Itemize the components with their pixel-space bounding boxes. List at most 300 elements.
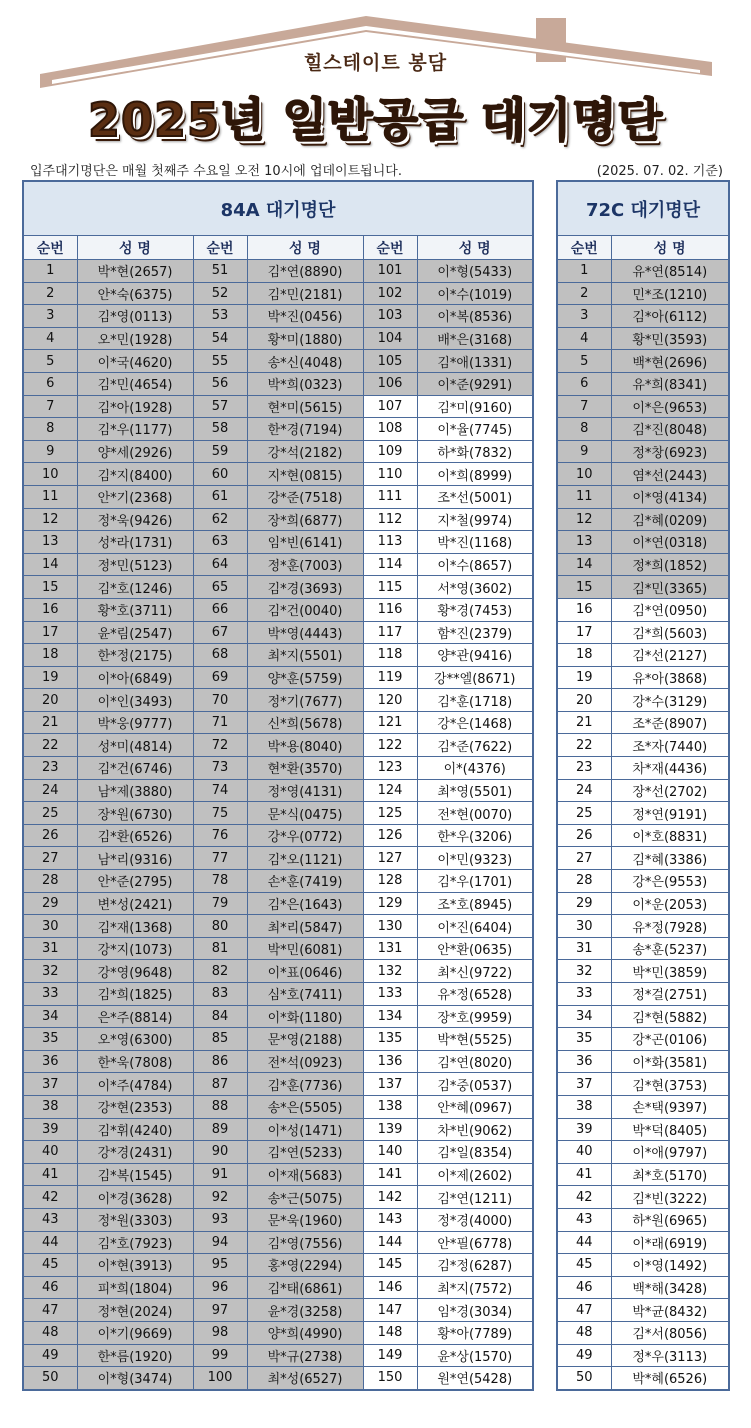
rank-number: 12 [23, 508, 77, 531]
rank-number: 119 [363, 666, 417, 689]
table-row [23, 666, 533, 689]
rank-number: 147 [363, 1299, 417, 1322]
applicant-name: 신*희(5678) [247, 711, 363, 734]
applicant-name: 김*훈(7736) [247, 1073, 363, 1096]
applicant-name: 김*연(5233) [247, 1141, 363, 1164]
table-row [557, 915, 729, 938]
rank-number: 46 [23, 1276, 77, 1299]
table-row [557, 621, 729, 644]
rank-number: 116 [363, 598, 417, 621]
applicant-name: 문*영(2188) [247, 1028, 363, 1051]
applicant-name: 안*필(6778) [417, 1231, 533, 1254]
table-row [23, 1005, 533, 1028]
table-row [23, 282, 533, 305]
table-row [557, 508, 729, 531]
rank-number: 7 [23, 395, 77, 418]
applicant-name: 문*식(0475) [247, 802, 363, 825]
rank-number: 43 [23, 1208, 77, 1231]
applicant-name: 황*경(7453) [417, 598, 533, 621]
rank-number: 3 [557, 305, 611, 328]
rank-number: 15 [23, 576, 77, 599]
applicant-name: 김*지(8400) [77, 463, 193, 486]
table-row [557, 1299, 729, 1322]
applicant-name: 지*현(0815) [247, 463, 363, 486]
rank-number: 95 [193, 1254, 247, 1277]
rank-number: 16 [23, 598, 77, 621]
applicant-name: 이*영(4134) [611, 485, 729, 508]
applicant-name: 한*우(3206) [417, 824, 533, 847]
applicant-name: 하*원(6965) [611, 1208, 729, 1231]
applicant-name: 김*호(1246) [77, 576, 193, 599]
applicant-name: 박*민(3859) [611, 960, 729, 983]
rank-number: 90 [193, 1141, 247, 1164]
applicant-name: 장*희(6877) [247, 508, 363, 531]
table-row [23, 847, 533, 870]
applicant-name: 정*걸(2751) [611, 983, 729, 1006]
rank-number: 39 [23, 1118, 77, 1141]
rank-number: 35 [23, 1028, 77, 1051]
applicant-name: 박*민(6081) [247, 937, 363, 960]
table-row [557, 689, 729, 712]
applicant-name: 최*신(9722) [417, 960, 533, 983]
rank-number: 74 [193, 779, 247, 802]
table-row [23, 983, 533, 1006]
table-row [557, 666, 729, 689]
rank-number: 42 [23, 1186, 77, 1209]
applicant-name: 정*훈(7003) [247, 553, 363, 576]
applicant-name: 강*준(7518) [247, 485, 363, 508]
rank-number: 125 [363, 802, 417, 825]
rank-number: 86 [193, 1050, 247, 1073]
table-row [557, 644, 729, 667]
applicant-name: 김*희(1825) [77, 983, 193, 1006]
applicant-name: 민*조(1210) [611, 282, 729, 305]
rank-number: 37 [557, 1073, 611, 1096]
applicant-name: 안*기(2368) [77, 485, 193, 508]
rank-number: 121 [363, 711, 417, 734]
applicant-name: 김*연(8890) [247, 260, 363, 283]
applicant-name: 유*희(8341) [611, 372, 729, 395]
table-row [23, 824, 533, 847]
rank-number: 83 [193, 983, 247, 1006]
rank-number: 7 [557, 395, 611, 418]
applicant-name: 이*수(1019) [417, 282, 533, 305]
rank-number: 34 [557, 1005, 611, 1028]
applicant-name: 홍*영(2294) [247, 1254, 363, 1277]
applicant-name: 이*화(3581) [611, 1050, 729, 1073]
applicant-name: 이*국(4620) [77, 350, 193, 373]
rank-number: 135 [363, 1028, 417, 1051]
rank-number: 96 [193, 1276, 247, 1299]
table-row [557, 983, 729, 1006]
applicant-name: 강*현(2353) [77, 1095, 193, 1118]
applicant-name: 이*형(5433) [417, 260, 533, 283]
rank-number: 48 [23, 1321, 77, 1344]
table-row [23, 576, 533, 599]
rank-number: 63 [193, 531, 247, 554]
table-row [557, 485, 729, 508]
rank-number: 24 [557, 779, 611, 802]
applicant-name: 김*정(6287) [417, 1254, 533, 1277]
rank-number: 80 [193, 915, 247, 938]
applicant-name: 유*아(3868) [611, 666, 729, 689]
table-row [23, 418, 533, 441]
rank-number: 33 [23, 983, 77, 1006]
col-header-name: 성 명 [77, 236, 193, 260]
rank-number: 41 [23, 1163, 77, 1186]
applicant-name: 원*연(5428) [417, 1367, 533, 1390]
rank-number: 41 [557, 1163, 611, 1186]
rank-number: 19 [557, 666, 611, 689]
rank-number: 4 [557, 327, 611, 350]
rank-number: 106 [363, 372, 417, 395]
rank-number: 18 [23, 644, 77, 667]
applicant-name: 이*아(6849) [77, 666, 193, 689]
rank-number: 102 [363, 282, 417, 305]
table-row [557, 1186, 729, 1209]
table-row [557, 1208, 729, 1231]
table-row [23, 1028, 533, 1051]
header [0, 0, 751, 160]
applicant-name: 현*환(3570) [247, 757, 363, 780]
applicant-name: 김*현(3753) [611, 1073, 729, 1096]
applicant-name: 조*자(7440) [611, 734, 729, 757]
applicant-name: 박*혜(6526) [611, 1367, 729, 1390]
applicant-name: 김*일(8354) [417, 1141, 533, 1164]
applicant-name: 이*인(3493) [77, 689, 193, 712]
rank-number: 57 [193, 395, 247, 418]
applicant-name: 황*아(7789) [417, 1321, 533, 1344]
table-row [23, 1095, 533, 1118]
table-row [23, 1231, 533, 1254]
applicant-name: 박*현(5525) [417, 1028, 533, 1051]
applicant-name: 정*욱(9426) [77, 508, 193, 531]
applicant-name: 최*영(5501) [417, 779, 533, 802]
table-row [557, 1254, 729, 1277]
applicant-name: 이*제(2602) [417, 1163, 533, 1186]
rank-number: 68 [193, 644, 247, 667]
table-row [557, 395, 729, 418]
rank-number: 28 [23, 870, 77, 893]
rank-number: 44 [23, 1231, 77, 1254]
rank-number: 150 [363, 1367, 417, 1390]
rank-number: 26 [557, 824, 611, 847]
table-row [557, 1344, 729, 1367]
table-row [23, 802, 533, 825]
rank-number: 37 [23, 1073, 77, 1096]
rank-number: 13 [23, 531, 77, 554]
table-row [23, 870, 533, 893]
update-notice: 입주대기명단은 매월 첫째주 수요일 오전 10시에 업데이트됩니다. [30, 164, 402, 179]
applicant-name: 최*지(7572) [417, 1276, 533, 1299]
rank-number: 34 [23, 1005, 77, 1028]
applicant-name: 강*은(9553) [611, 870, 729, 893]
applicant-name: 최*리(5847) [247, 915, 363, 938]
applicant-name: 이*기(9669) [77, 1321, 193, 1344]
rank-number: 91 [193, 1163, 247, 1186]
applicant-name: 김*민(2181) [247, 282, 363, 305]
applicant-name: 김*선(2127) [611, 644, 729, 667]
rank-number: 11 [557, 485, 611, 508]
col-header-no: 순번 [557, 236, 611, 260]
applicant-name: 김*연(8020) [417, 1050, 533, 1073]
table-row [557, 1163, 729, 1186]
rank-number: 17 [23, 621, 77, 644]
applicant-name: 손*훈(7419) [247, 870, 363, 893]
table-row [23, 1073, 533, 1096]
rank-number: 47 [23, 1299, 77, 1322]
rank-number: 149 [363, 1344, 417, 1367]
rank-number: 142 [363, 1186, 417, 1209]
applicant-name: 김*경(3693) [247, 576, 363, 599]
rank-number: 1 [23, 260, 77, 283]
applicant-name: 송*근(5075) [247, 1186, 363, 1209]
table-row [557, 711, 729, 734]
applicant-name: 장*선(2702) [611, 779, 729, 802]
table-row [23, 937, 533, 960]
rank-number: 48 [557, 1321, 611, 1344]
rank-number: 14 [557, 553, 611, 576]
applicant-name: 송*은(5505) [247, 1095, 363, 1118]
applicant-name: 이*표(0646) [247, 960, 363, 983]
rank-number: 14 [23, 553, 77, 576]
table-row [23, 1254, 533, 1277]
applicant-name: 황*민(3593) [611, 327, 729, 350]
rank-number: 18 [557, 644, 611, 667]
rank-number: 53 [193, 305, 247, 328]
rank-number: 50 [23, 1367, 77, 1390]
applicant-name: 김*우(1177) [77, 418, 193, 441]
applicant-name: 이*연(0318) [611, 531, 729, 554]
rank-number: 52 [193, 282, 247, 305]
col-header-no: 순번 [363, 236, 417, 260]
column-header-row [557, 236, 729, 260]
rank-number: 79 [193, 892, 247, 915]
applicant-name: 이*래(6919) [611, 1231, 729, 1254]
applicant-name: 심*호(7411) [247, 983, 363, 1006]
applicant-name: 이*수(8657) [417, 553, 533, 576]
table-row [557, 440, 729, 463]
applicant-name: 김*미(9160) [417, 395, 533, 418]
table-row [23, 1141, 533, 1164]
table-row [23, 440, 533, 463]
applicant-name: 차*빈(9062) [417, 1118, 533, 1141]
rank-number: 29 [557, 892, 611, 915]
applicant-name: 강*수(3129) [611, 689, 729, 712]
rank-number: 4 [23, 327, 77, 350]
waitlist-84a-table [22, 180, 534, 1391]
rank-number: 112 [363, 508, 417, 531]
applicant-name: 이*민(9323) [417, 847, 533, 870]
applicant-name: 박*진(1168) [417, 531, 533, 554]
rank-number: 36 [23, 1050, 77, 1073]
rank-number: 77 [193, 847, 247, 870]
table-row [557, 734, 729, 757]
applicant-name: 이*은(9653) [611, 395, 729, 418]
applicant-name: 전*현(0070) [417, 802, 533, 825]
rank-number: 10 [23, 463, 77, 486]
rank-number: 140 [363, 1141, 417, 1164]
reference-date: (2025. 07. 02. 기준) [596, 164, 723, 179]
applicant-name: 하*화(7832) [417, 440, 533, 463]
applicant-name: 김*중(0537) [417, 1073, 533, 1096]
rank-number: 38 [23, 1095, 77, 1118]
applicant-name: 강*곤(0106) [611, 1028, 729, 1051]
table-row [557, 1095, 729, 1118]
table-row [23, 1276, 533, 1299]
rank-number: 8 [557, 418, 611, 441]
table-row [557, 463, 729, 486]
rank-number: 138 [363, 1095, 417, 1118]
applicant-name: 정*영(4131) [247, 779, 363, 802]
applicant-name: 한*욱(7808) [77, 1050, 193, 1073]
rank-number: 93 [193, 1208, 247, 1231]
rank-number: 134 [363, 1005, 417, 1028]
rank-number: 23 [23, 757, 77, 780]
applicant-name: 이*재(5683) [247, 1163, 363, 1186]
applicant-name: 김*민(4654) [77, 372, 193, 395]
table-row [557, 531, 729, 554]
applicant-name: 남*리(9316) [77, 847, 193, 870]
applicant-name: 이*복(8536) [417, 305, 533, 328]
rank-number: 25 [23, 802, 77, 825]
applicant-name: 정*창(6923) [611, 440, 729, 463]
table-row [23, 757, 533, 780]
applicant-name: 김*건(6746) [77, 757, 193, 780]
table-row [557, 870, 729, 893]
applicant-name: 이*성(1471) [247, 1118, 363, 1141]
page-subtitle: 힐스테이트 봉담 [303, 52, 448, 74]
applicant-name: 송*훈(5237) [611, 937, 729, 960]
rank-number: 99 [193, 1344, 247, 1367]
table-row [23, 1186, 533, 1209]
rank-number: 108 [363, 418, 417, 441]
table-row [23, 779, 533, 802]
rank-number: 137 [363, 1073, 417, 1096]
table-row [23, 372, 533, 395]
applicant-name: 김*복(1545) [77, 1163, 193, 1186]
rank-number: 82 [193, 960, 247, 983]
applicant-name: 김*우(1701) [417, 870, 533, 893]
applicant-name: 정*현(2024) [77, 1299, 193, 1322]
applicant-name: 이*주(4784) [77, 1073, 193, 1096]
applicant-name: 남*제(3880) [77, 779, 193, 802]
rank-number: 13 [557, 531, 611, 554]
rank-number: 113 [363, 531, 417, 554]
table-row [557, 802, 729, 825]
rank-number: 29 [23, 892, 77, 915]
rank-number: 26 [23, 824, 77, 847]
applicant-name: 성*미(4814) [77, 734, 193, 757]
rank-number: 3 [23, 305, 77, 328]
rank-number: 21 [23, 711, 77, 734]
applicant-name: 김*휘(4240) [77, 1118, 193, 1141]
applicant-name: 김*현(5882) [611, 1005, 729, 1028]
table-row [557, 937, 729, 960]
rank-number: 66 [193, 598, 247, 621]
table-row [557, 372, 729, 395]
rank-number: 85 [193, 1028, 247, 1051]
rank-number: 69 [193, 666, 247, 689]
rank-number: 146 [363, 1276, 417, 1299]
applicant-name: 김*준(7622) [417, 734, 533, 757]
rank-number: 2 [557, 282, 611, 305]
applicant-name: 정*민(5123) [77, 553, 193, 576]
applicant-name: 김*건(0040) [247, 598, 363, 621]
applicant-name: 정*연(9191) [611, 802, 729, 825]
applicant-name: 강**엘(8671) [417, 666, 533, 689]
applicant-name: 이*(4376) [417, 757, 533, 780]
rank-number: 32 [557, 960, 611, 983]
applicant-name: 이*영(1492) [611, 1254, 729, 1277]
applicant-name: 정*희(1852) [611, 553, 729, 576]
table-row [557, 892, 729, 915]
rank-number: 6 [557, 372, 611, 395]
applicant-name: 강*석(2182) [247, 440, 363, 463]
table-row [23, 1118, 533, 1141]
rank-number: 31 [557, 937, 611, 960]
table-row [557, 757, 729, 780]
rank-number: 47 [557, 1299, 611, 1322]
rank-number: 45 [557, 1254, 611, 1277]
rank-number: 15 [557, 576, 611, 599]
rank-number: 54 [193, 327, 247, 350]
table-row [557, 418, 729, 441]
applicant-name: 김*오(1121) [247, 847, 363, 870]
rank-number: 49 [23, 1344, 77, 1367]
col-header-name: 성 명 [611, 236, 729, 260]
table-row [557, 1276, 729, 1299]
column-header-row [23, 236, 533, 260]
rank-number: 78 [193, 870, 247, 893]
applicant-name: 김*호(7923) [77, 1231, 193, 1254]
applicant-name: 이*율(7745) [417, 418, 533, 441]
rank-number: 129 [363, 892, 417, 915]
rank-number: 1 [557, 260, 611, 283]
table-row [23, 1344, 533, 1367]
applicant-name: 김*민(3365) [611, 576, 729, 599]
col-header-no: 순번 [193, 236, 247, 260]
table-row [23, 689, 533, 712]
table-row [23, 915, 533, 938]
col-header-name: 성 명 [417, 236, 533, 260]
rank-number: 8 [23, 418, 77, 441]
rank-number: 98 [193, 1321, 247, 1344]
table-row [23, 305, 533, 328]
applicant-name: 이*경(3628) [77, 1186, 193, 1209]
rank-number: 27 [23, 847, 77, 870]
rank-number: 45 [23, 1254, 77, 1277]
table-row [23, 485, 533, 508]
rank-number: 42 [557, 1186, 611, 1209]
applicant-name: 김*서(8056) [611, 1321, 729, 1344]
rank-number: 22 [557, 734, 611, 757]
rank-number: 87 [193, 1073, 247, 1096]
table-row [23, 1367, 533, 1390]
applicant-name: 정*기(7677) [247, 689, 363, 712]
table-row [23, 350, 533, 373]
table-title-84a: 84A 대기명단 [23, 181, 533, 236]
table-row [557, 824, 729, 847]
rank-number: 43 [557, 1208, 611, 1231]
table-row [23, 598, 533, 621]
table-row [557, 598, 729, 621]
rank-number: 122 [363, 734, 417, 757]
rank-number: 97 [193, 1299, 247, 1322]
table-row [23, 1321, 533, 1344]
applicant-name: 양*관(9416) [417, 644, 533, 667]
rank-number: 115 [363, 576, 417, 599]
